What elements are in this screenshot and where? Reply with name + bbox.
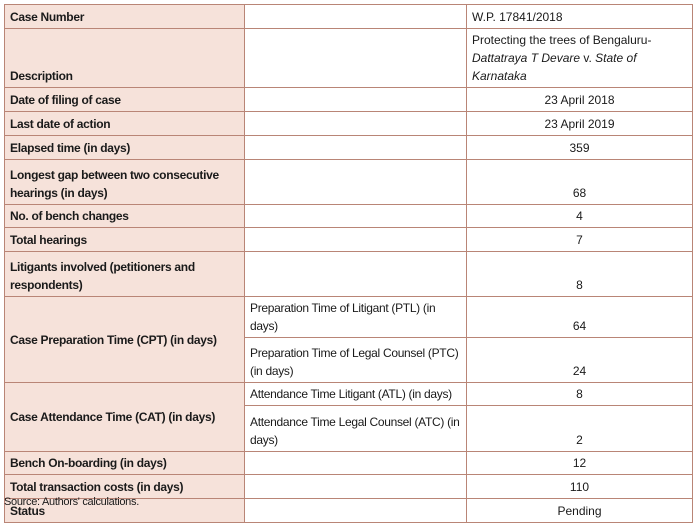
empty-cell xyxy=(245,499,467,523)
empty-cell xyxy=(245,205,467,228)
description-text: Protecting the trees of Bengaluru- xyxy=(472,33,652,47)
status-value: Pending xyxy=(467,499,693,523)
row-value: 2 xyxy=(467,406,693,452)
description-party-2: State of Karnataka xyxy=(472,51,637,83)
row-label: Bench On-boarding (in days) xyxy=(5,452,245,475)
description-versus: v. xyxy=(580,51,596,65)
table-row xyxy=(5,252,693,297)
row-value: 64 xyxy=(467,297,693,338)
row-value: 23 April 2018 xyxy=(467,88,693,112)
row-label: Date of filing of case xyxy=(5,88,245,112)
row-label: No. of bench changes xyxy=(5,205,245,228)
row-label: Last date of action xyxy=(5,112,245,136)
empty-cell xyxy=(245,5,467,29)
sub-label: Preparation Time of Legal Counsel (PTC) (in days) xyxy=(245,338,467,383)
row-value: 4 xyxy=(467,205,693,228)
empty-cell xyxy=(245,136,467,160)
table-row xyxy=(5,228,693,252)
description-value xyxy=(467,29,693,88)
row-label: Case Attendance Time (CAT) (in days) xyxy=(5,383,245,452)
sub-label: Attendance Time Litigant (ATL) (in days) xyxy=(245,383,467,406)
row-label: Longest gap between two consecutive hearings (in days) xyxy=(5,160,245,205)
description-party-1: Dattatraya T Devare xyxy=(472,51,581,65)
row-value: 24 xyxy=(467,338,693,383)
row-value: 23 April 2019 xyxy=(467,112,693,136)
empty-cell xyxy=(245,452,467,475)
empty-cell xyxy=(245,88,467,112)
table-row xyxy=(5,297,693,338)
sub-label: Attendance Time Legal Counsel (ATC) (in days) xyxy=(245,406,467,452)
row-label: Litigants involved (petitioners and respondents) xyxy=(5,252,245,297)
row-label: Case Number xyxy=(5,5,245,29)
table-row xyxy=(5,136,693,160)
table-row xyxy=(5,452,693,475)
row-value: 7 xyxy=(467,228,693,252)
row-label: Case Preparation Time (CPT) (in days) xyxy=(5,297,245,383)
table-row xyxy=(5,205,693,228)
row-value: 68 xyxy=(467,160,693,205)
case-details-table xyxy=(4,4,693,523)
table-row xyxy=(5,88,693,112)
table-row xyxy=(5,383,693,406)
row-label: Status xyxy=(5,499,245,523)
source-note: Source: Authors' calculations. xyxy=(4,496,139,508)
row-label: Total hearings xyxy=(5,228,245,252)
sub-label: Preparation Time of Litigant (PTL) (in days) xyxy=(245,297,467,338)
empty-cell xyxy=(245,475,467,499)
table-row xyxy=(5,160,693,205)
row-value: 110 xyxy=(467,475,693,499)
empty-cell xyxy=(245,29,467,88)
table-row xyxy=(5,29,693,88)
case-number-value: W.P. 17841/2018 xyxy=(467,5,693,29)
table-row xyxy=(5,475,693,499)
table-row xyxy=(5,112,693,136)
empty-cell xyxy=(245,252,467,297)
row-label: Description xyxy=(5,29,245,88)
empty-cell xyxy=(245,228,467,252)
row-value: 8 xyxy=(467,383,693,406)
table-row xyxy=(5,5,693,29)
row-value: 8 xyxy=(467,252,693,297)
row-value: 359 xyxy=(467,136,693,160)
empty-cell xyxy=(245,160,467,205)
row-label: Elapsed time (in days) xyxy=(5,136,245,160)
empty-cell xyxy=(245,112,467,136)
row-label: Total transaction costs (in days) xyxy=(5,475,245,499)
row-value: 12 xyxy=(467,452,693,475)
